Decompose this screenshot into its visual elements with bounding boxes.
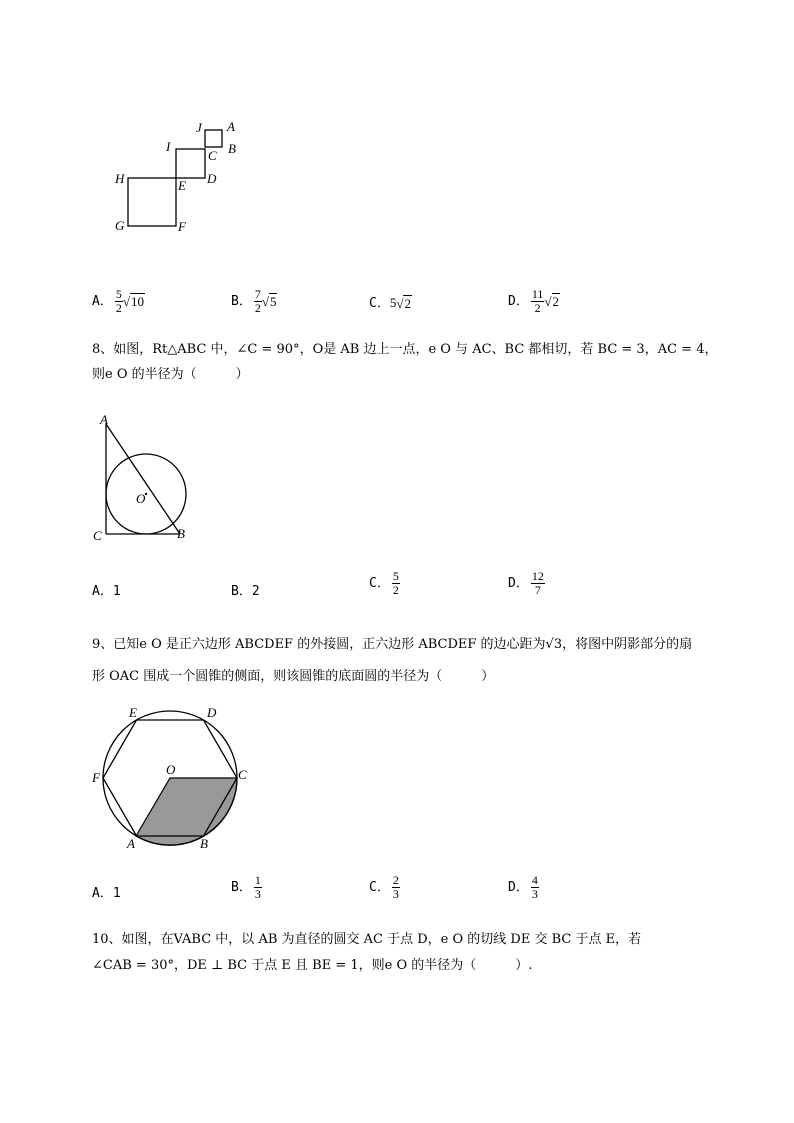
- q9-option-b[interactable]: B． $\frac{1}{3}$: [231, 873, 261, 901]
- label-h: H: [115, 171, 125, 186]
- label-c: C: [238, 767, 247, 782]
- q7-option-b[interactable]: B． $\frac{7}{2}$ √5: [231, 287, 277, 315]
- q8-option-a[interactable]: A．1: [92, 584, 121, 599]
- label-c: C: [208, 148, 217, 163]
- q9-option-c[interactable]: C． $\frac{2}{3}$: [369, 873, 399, 901]
- q9-option-d[interactable]: D． $\frac{4}{3}$: [508, 873, 538, 901]
- label-e: E: [129, 705, 137, 720]
- q8-stem-line2: 则e O 的半径为（ ）: [92, 367, 249, 382]
- label-g: G: [115, 218, 125, 233]
- label-a: A: [227, 119, 235, 134]
- q8-option-b[interactable]: B．2: [231, 584, 260, 599]
- q8-stem-line1: 8、如图，Rt△ABC 中，∠C = 90°，O是 AB 边上一点，e O 与 AC、BC 都相切，若 BC = 3，AC = 4，: [92, 342, 718, 357]
- label-f: F: [178, 219, 186, 234]
- q9-stem-line1: 9、已知e O 是正六边形 ABCDEF 的外接圆，正六边形 ABCDEF 的边心距为√3，将图中阴影部分的扇: [92, 637, 693, 652]
- q7-option-a[interactable]: A． $\frac{5}{2}$ √10: [92, 287, 144, 315]
- label-b: B: [200, 836, 208, 851]
- q7-option-c[interactable]: C．5√2: [369, 295, 411, 311]
- q9-option-a[interactable]: A．1: [92, 886, 121, 901]
- label-o: O: [166, 762, 176, 777]
- label-c: C: [93, 528, 102, 543]
- q10-stem-line1: 10、如图，在VABC 中，以 AB 为直径的圆交 AC 于点 D，e O 的切线 DE 交 BC 于点 E，若: [92, 932, 642, 947]
- label-j: J: [196, 120, 202, 135]
- q8-option-c[interactable]: C． $\frac{5}{2}$: [369, 569, 399, 597]
- q9-stem-line2: 形 OAC 围成一个圆锥的侧面，则该圆锥的底面圆的半径为（ ）: [92, 669, 495, 684]
- label-b: B: [177, 526, 185, 541]
- q10-stem-line2: ∠CAB = 30°，DE ⊥ BC 于点 E 且 BE = 1，则e O 的半径为（ ）.: [92, 958, 533, 973]
- q8-option-d[interactable]: D． $\frac{12}{7}$: [508, 569, 544, 597]
- label-o: O: [136, 491, 146, 506]
- label-d: D: [207, 171, 217, 186]
- label-f: F: [92, 770, 100, 785]
- label-d: D: [207, 705, 217, 720]
- shaded-sector-oac: [136, 778, 237, 845]
- label-a: A: [127, 836, 135, 851]
- label-e: E: [178, 178, 186, 193]
- label-b: B: [228, 141, 236, 156]
- label-a: A: [100, 412, 108, 427]
- label-i: I: [166, 139, 171, 154]
- q7-option-d[interactable]: D． $\frac{11}{2}$ √2: [508, 287, 560, 315]
